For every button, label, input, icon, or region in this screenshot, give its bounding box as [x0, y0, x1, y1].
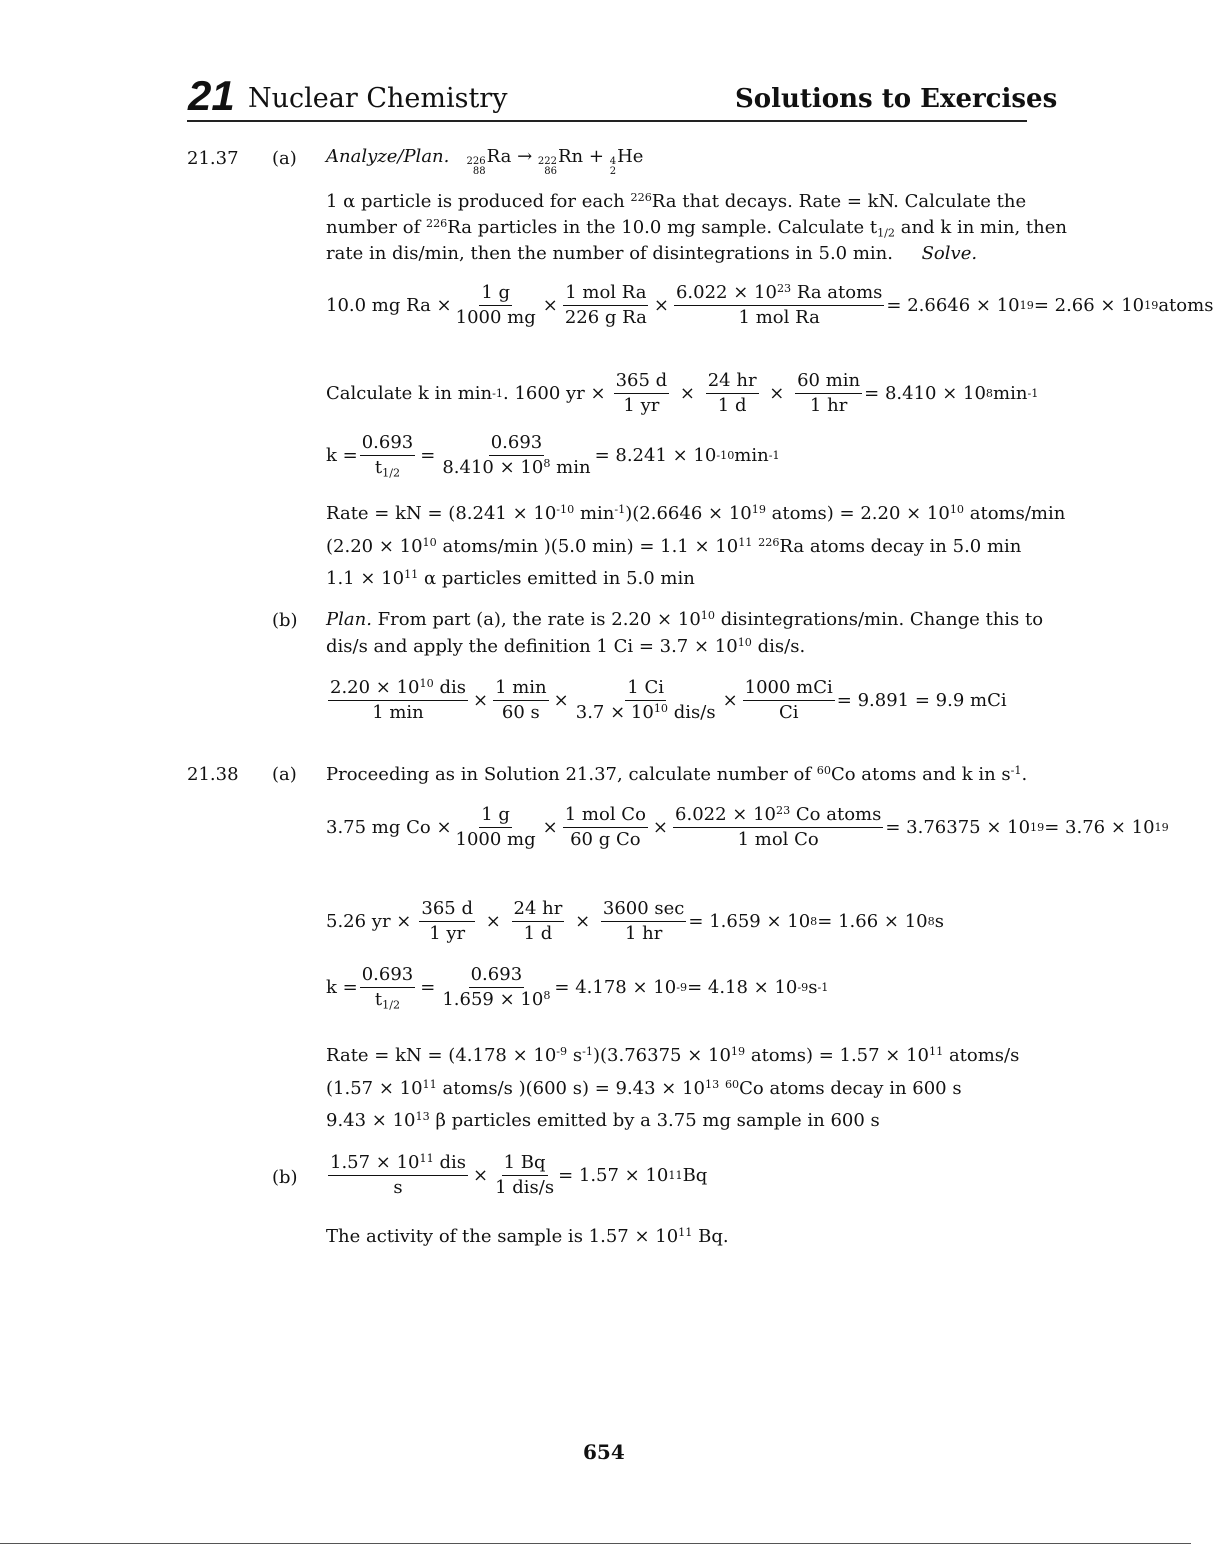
paragraph-line: rate in dis/min, then the number of disintegrations in 5.0 min. Solve. — [326, 243, 978, 264]
equation-k-value-co: k = $\frac{0.693}{t_{1/2}}$ = $\frac{0.693}{1.659 \times 10^8}$ = 4.178 × 10 -9 = 4.18 × 10 -9 s -1 — [326, 964, 829, 1012]
part-b-label: (b) — [272, 1167, 298, 1188]
problem-number-2137: 21.37 — [187, 148, 239, 169]
part-a-label: (a) — [272, 148, 297, 169]
equation-k-min: Calculate k in min -1 . 1600 yr × $\frac{365 d}{1 yr}$ × $\frac{24 hr}{1 d}$ × $\frac{60 \min}{1 hr}$ = 8.410 × 10 8 min -1 — [326, 370, 1039, 416]
equation-bq: $\frac{1.57 \times 10^{11} dis}{s}$ × $\frac{1 Bq}{\text{1 dis/s}}$ = 1.57 × 10 11 Bq — [330, 1151, 708, 1198]
equation-atoms-ra: 10.0 mg Ra × $\frac{1 g}{1000 mg}$ × $\frac{\text{1 mol Ra}}{\text{226 g Ra}}$ × $\frac{6.022 \times 10^{23} Ra atoms}{\text{1 mol Ra}}$ = 2.6646 × 10 19 = 2.66 × 10 19 atoms — [326, 281, 1213, 328]
part-a-label: (a) — [272, 764, 297, 785]
paragraph-line: dis/s and apply the definition 1 $Ci = 3.7 \times 10^{10}$ dis/s. — [326, 635, 806, 657]
reaction-line: Analyze/Plan. 226 88 Ra → 222 86 Rn + 4 2 He — [326, 146, 644, 177]
paragraph-line: number of $^{226}$Ra particles in the 10.0 mg sample. Calculate $t_{1/2}$ and k in min, then — [326, 216, 1067, 240]
beta-line: $9.43 \times 10^{13}$ β particles emitted by a 3.75 mg sample in 600 s — [326, 1109, 880, 1131]
alpha-line: $1.1 \times 10^{11}$ α particles emitted in 5.0 min — [326, 567, 695, 589]
equation-seconds: 5.26 yr × $\frac{365 d}{1 yr}$ × $\frac{24 hr}{1 d}$ × $\frac{3600 \sec}{1 hr}$ = 1.659 × 10 8 = 1.66 × 10 8 s — [326, 898, 944, 944]
rate-line: Rate = kN = ($4.178 \times 10^{-9}$ $s^{-1})(3.76375 \times 10^{19}$ atoms) = $1.57 \times 10^{11}$ atoms/s — [326, 1044, 1020, 1066]
equation-k-value: k = $\frac{0.693}{t_{1/2}}$ = $\frac{0.693}{8.410 \times 10^8 \min}$ = 8.241 × 10 -10 min -1 — [326, 432, 780, 480]
decay-line: ($1.57 \times 10^{11}$ atoms/s )(600 $s) = 9.43 \times 10^{13}$ $^{60}$Co atoms decay in 600 s — [326, 1077, 962, 1099]
rate-line: Rate = kN = ($8.241 \times 10^{-10}$ $\min^{-1})(2.6646 \times 10^{19}$ atoms) = $2.20 \times 10^{10}$ atoms/min — [326, 502, 1066, 524]
section-title: Solutions to Exercises — [735, 84, 1058, 114]
bottom-edge — [0, 1543, 1191, 1544]
activity-line: The activity of the sample is $1.57 \times 10^{11}$ Bq. — [326, 1225, 729, 1247]
chapter-number: 21 — [188, 72, 235, 119]
problem-number-2138: 21.38 — [187, 764, 239, 785]
chapter-title: Nuclear Chemistry — [248, 83, 508, 114]
part-b-label: (b) — [272, 610, 298, 631]
page-number: 654 — [583, 1440, 625, 1464]
decay-line: ($2.20 \times 10^{10}$ atoms/min )(5.0 $\min) = 1.1 \times 10^{11}$ $^{226}$Ra atoms decay in 5.0 min — [326, 535, 1022, 557]
paragraph-line: Proceeding as in Solution 21.37, calculate number of $^{60}$Co atoms and k in $s^{-1}$. — [326, 763, 1028, 785]
paragraph-line: Plan. From part (a), the rate is $2.20 \times 10^{10}$ disintegrations/min. Change this to — [326, 608, 1044, 630]
header-rule — [187, 120, 1027, 122]
paragraph-line: 1 α particle is produced for each $^{226}$Ra that decays. Rate = kN. Calculate the — [326, 190, 1027, 212]
equation-mci: $\frac{2.20 \times 10^{10} dis}{1 \min}$ × $\frac{1 \min}{60 s}$ × $\frac{1 Ci}{3.7 \times 10^{10} dis/s}$ × $\frac{\text{1000 mCi}}{Ci}$ = 9.891 = 9.9 mCi — [330, 676, 1007, 723]
equation-atoms-co: 3.75 mg Co × $\frac{1 g}{1000 mg}$ × $\frac{\text{1 mol Co}}{\text{60 g Co}}$ × $\frac{6.022 \times 10^{23} Co atoms}{\text{1 mol Co}}$ = 3.76375 × 10 19 = 3.76 × 10 19 — [326, 803, 1169, 850]
